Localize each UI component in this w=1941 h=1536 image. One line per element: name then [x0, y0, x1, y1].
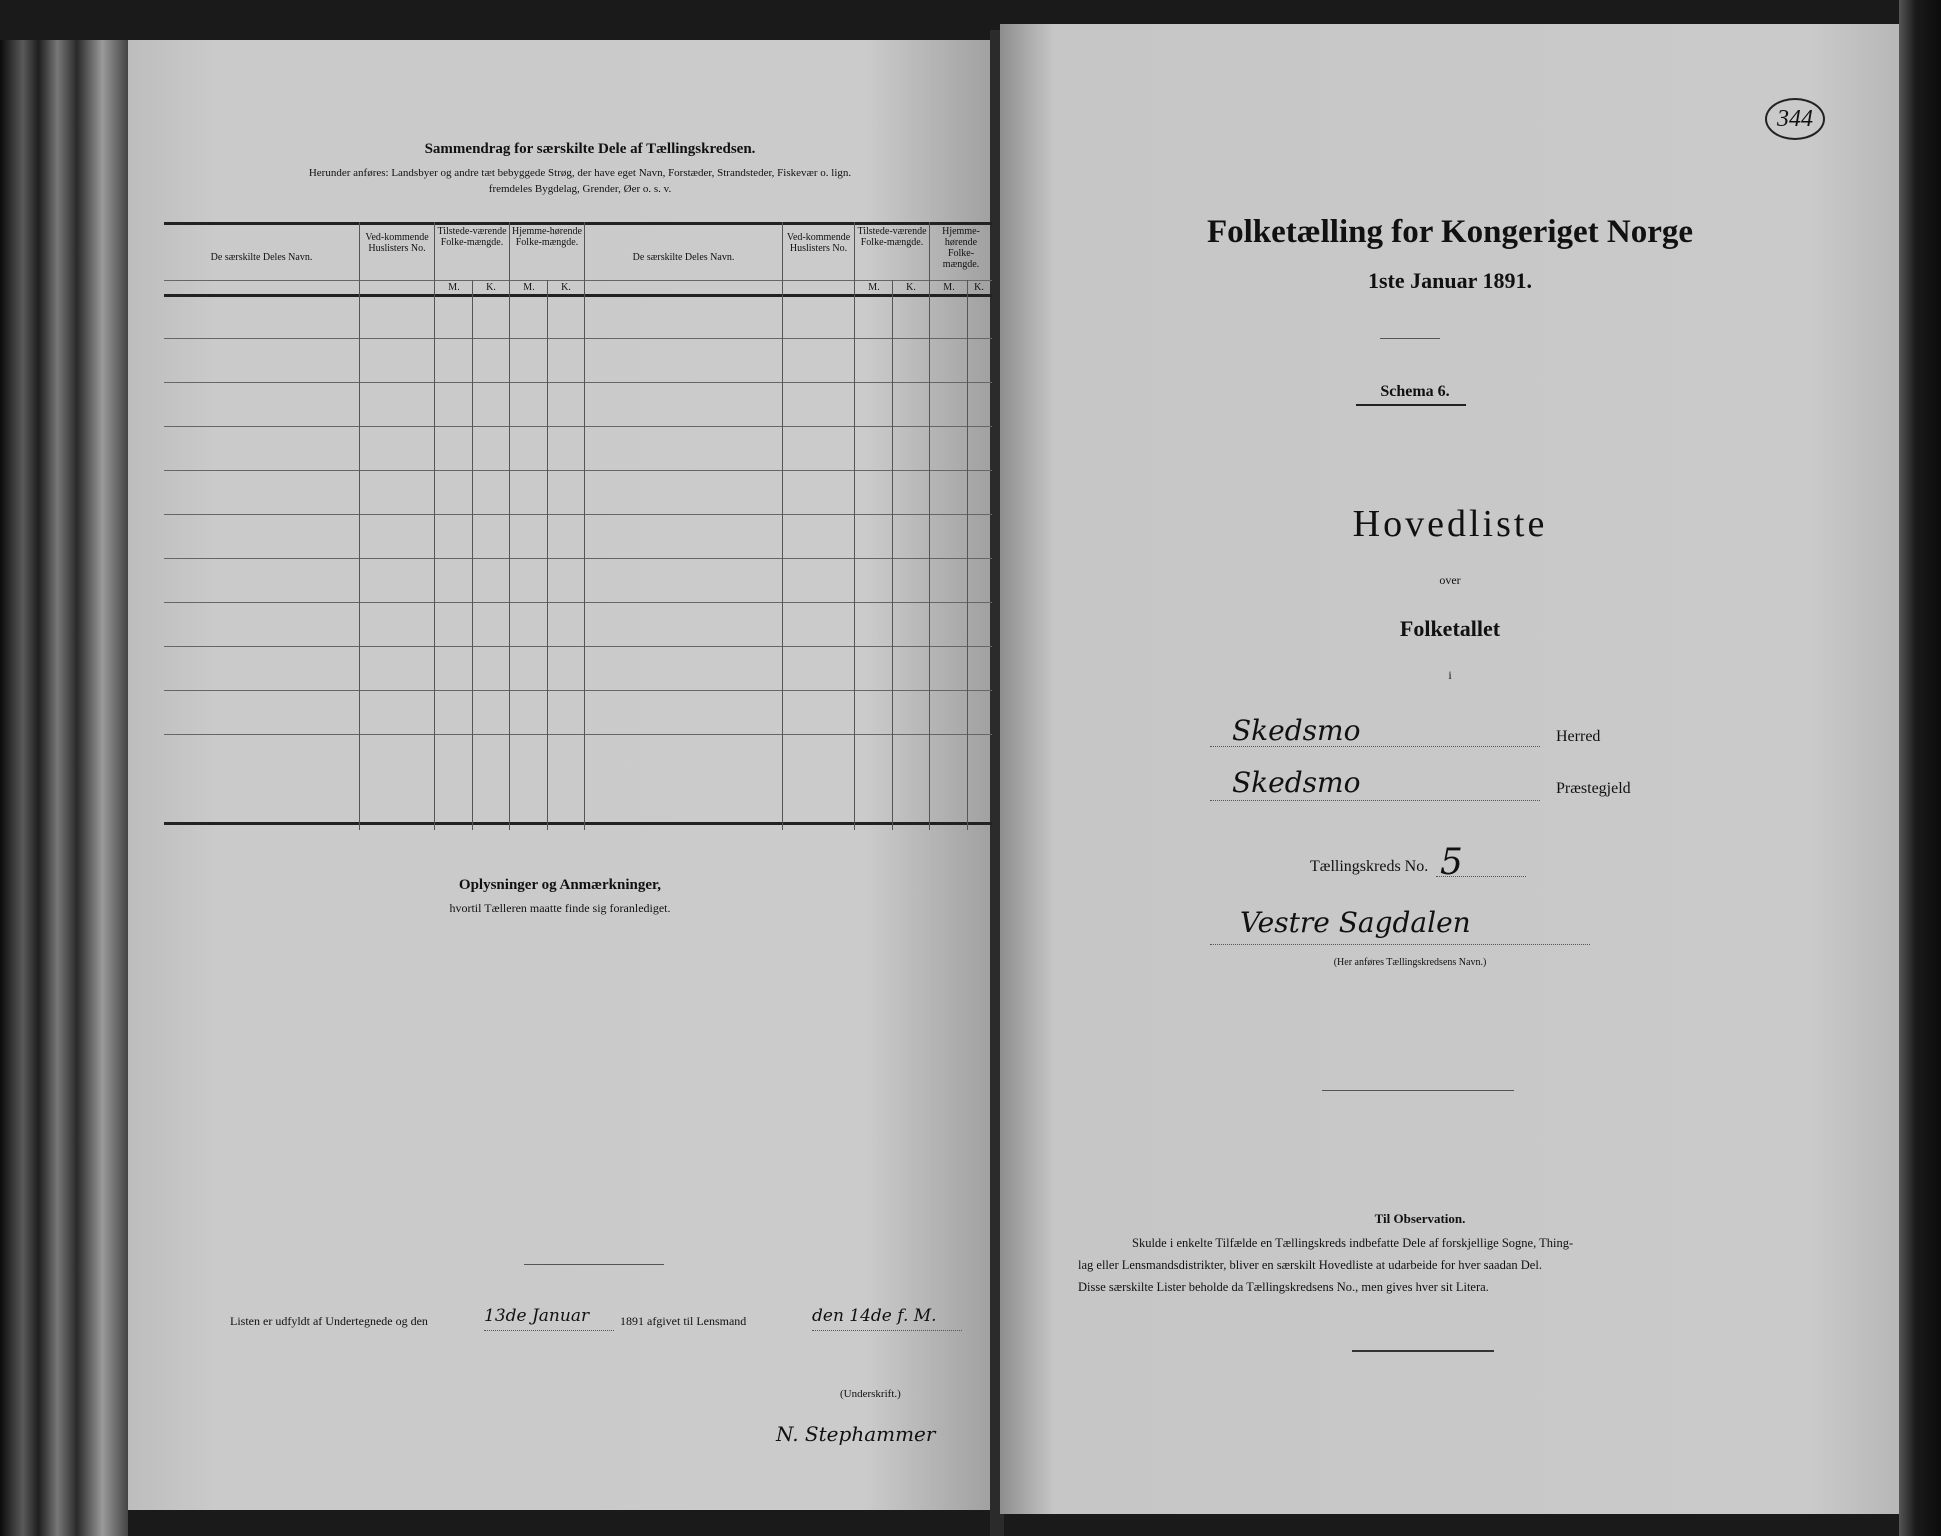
census-date: 1ste Januar 1891.	[1368, 268, 1532, 293]
summary-table	[164, 222, 992, 830]
kreds-value: 5	[1440, 842, 1463, 883]
header-m-3: M.	[868, 282, 880, 293]
notes-title: Oplysninger og Anmærkninger,	[458, 877, 662, 893]
schema-label: Schema 6.	[1380, 383, 1450, 400]
prestegjeld-label: Præstegjeld	[1556, 780, 1631, 797]
header-name-left: De særskilte Deles Navn.	[210, 252, 313, 263]
observation-line-2: lag eller Lensmandsdistrikter, bliver en særskilt Hovedliste at udarbeide for hver saadan Del.	[1078, 1258, 1542, 1272]
summary-title: Sammendrag for særskilte Dele af Tællingskredsen.	[424, 141, 756, 157]
notes-subtitle: hvortil Tælleren maatte finde sig foranlediget.	[449, 901, 671, 915]
kreds-name-hint: (Her anføres Tællingskredsens Navn.)	[1333, 957, 1487, 968]
header-hjemme-right: Hjemme-hørende Folke-mængde.	[942, 226, 980, 270]
kreds-name: Vestre Sagdalen	[1240, 906, 1471, 939]
footer-prefix: Listen er udfyldt af Undertegnede og den	[230, 1314, 428, 1328]
header-k-1: K.	[486, 282, 496, 293]
header-m-1: M.	[448, 282, 460, 293]
observation-line-1: Skulde i enkelte Tilfælde en Tællingskreds indbefatte Dele af forskjellige Sogne, Thing-	[1132, 1236, 1574, 1250]
header-m-2: M.	[523, 282, 535, 293]
over-label: over	[1439, 573, 1461, 587]
prestegjeld-value: Skedsmo	[1232, 766, 1361, 799]
book-edge-left	[0, 40, 128, 1536]
header-tilstede-right: Tilstede-værende Folke-mængde.	[857, 226, 927, 248]
herred-label: Herred	[1556, 728, 1601, 745]
summary-subtitle-1: Herunder anføres: Landsbyer og andre tæt bebyggede Strøg, der have eget Navn, Forstæder, Strandsteder, Fiskevær o. lign.	[308, 167, 852, 179]
footer-handover: den 14de f. M.	[812, 1306, 937, 1326]
observation-line-3: Disse særskilte Lister beholde da Tællingskredsens No., men gives hver sit Litera.	[1078, 1280, 1489, 1294]
header-k-4: K.	[974, 282, 984, 293]
header-k-3: K.	[906, 282, 916, 293]
header-name-right: De særskilte Deles Navn.	[632, 252, 735, 263]
kreds-label: Tællingskreds No.	[1310, 858, 1429, 875]
i-label: i	[1448, 668, 1452, 682]
summary-subtitle-2: fremdeles Bygdelag, Grender, Øer o. s. v.	[488, 183, 672, 195]
page-number-stamp: 344	[1765, 98, 1825, 140]
signature: N. Stephammer	[776, 1422, 936, 1446]
header-m-4: M.	[943, 282, 955, 293]
footer-year: 1891 afgivet til Lensmand	[620, 1314, 747, 1328]
header-huslister-right: Ved-kommende Huslisters No.	[786, 232, 851, 254]
signature-label: (Underskrift.)	[840, 1388, 901, 1400]
herred-value: Skedsmo	[1232, 714, 1361, 747]
header-k-2: K.	[561, 282, 571, 293]
footer-date: 13de Januar	[484, 1306, 590, 1326]
header-tilstede-left: Tilstede-værende Folke-mængde.	[437, 226, 507, 248]
header-hjemme-left: Hjemme-hørende Folke-mængde.	[512, 226, 582, 248]
census-title: Folketælling for Kongeriget Norge	[1206, 214, 1694, 250]
header-huslister-left: Ved-kommende Huslisters No.	[365, 232, 429, 254]
notes-divider	[524, 1264, 664, 1265]
observation-title: Til Observation.	[1374, 1211, 1466, 1226]
subject-label: Folketallet	[1399, 616, 1501, 641]
book-edge-right	[1899, 0, 1941, 1536]
main-heading: Hovedliste	[1352, 503, 1548, 545]
